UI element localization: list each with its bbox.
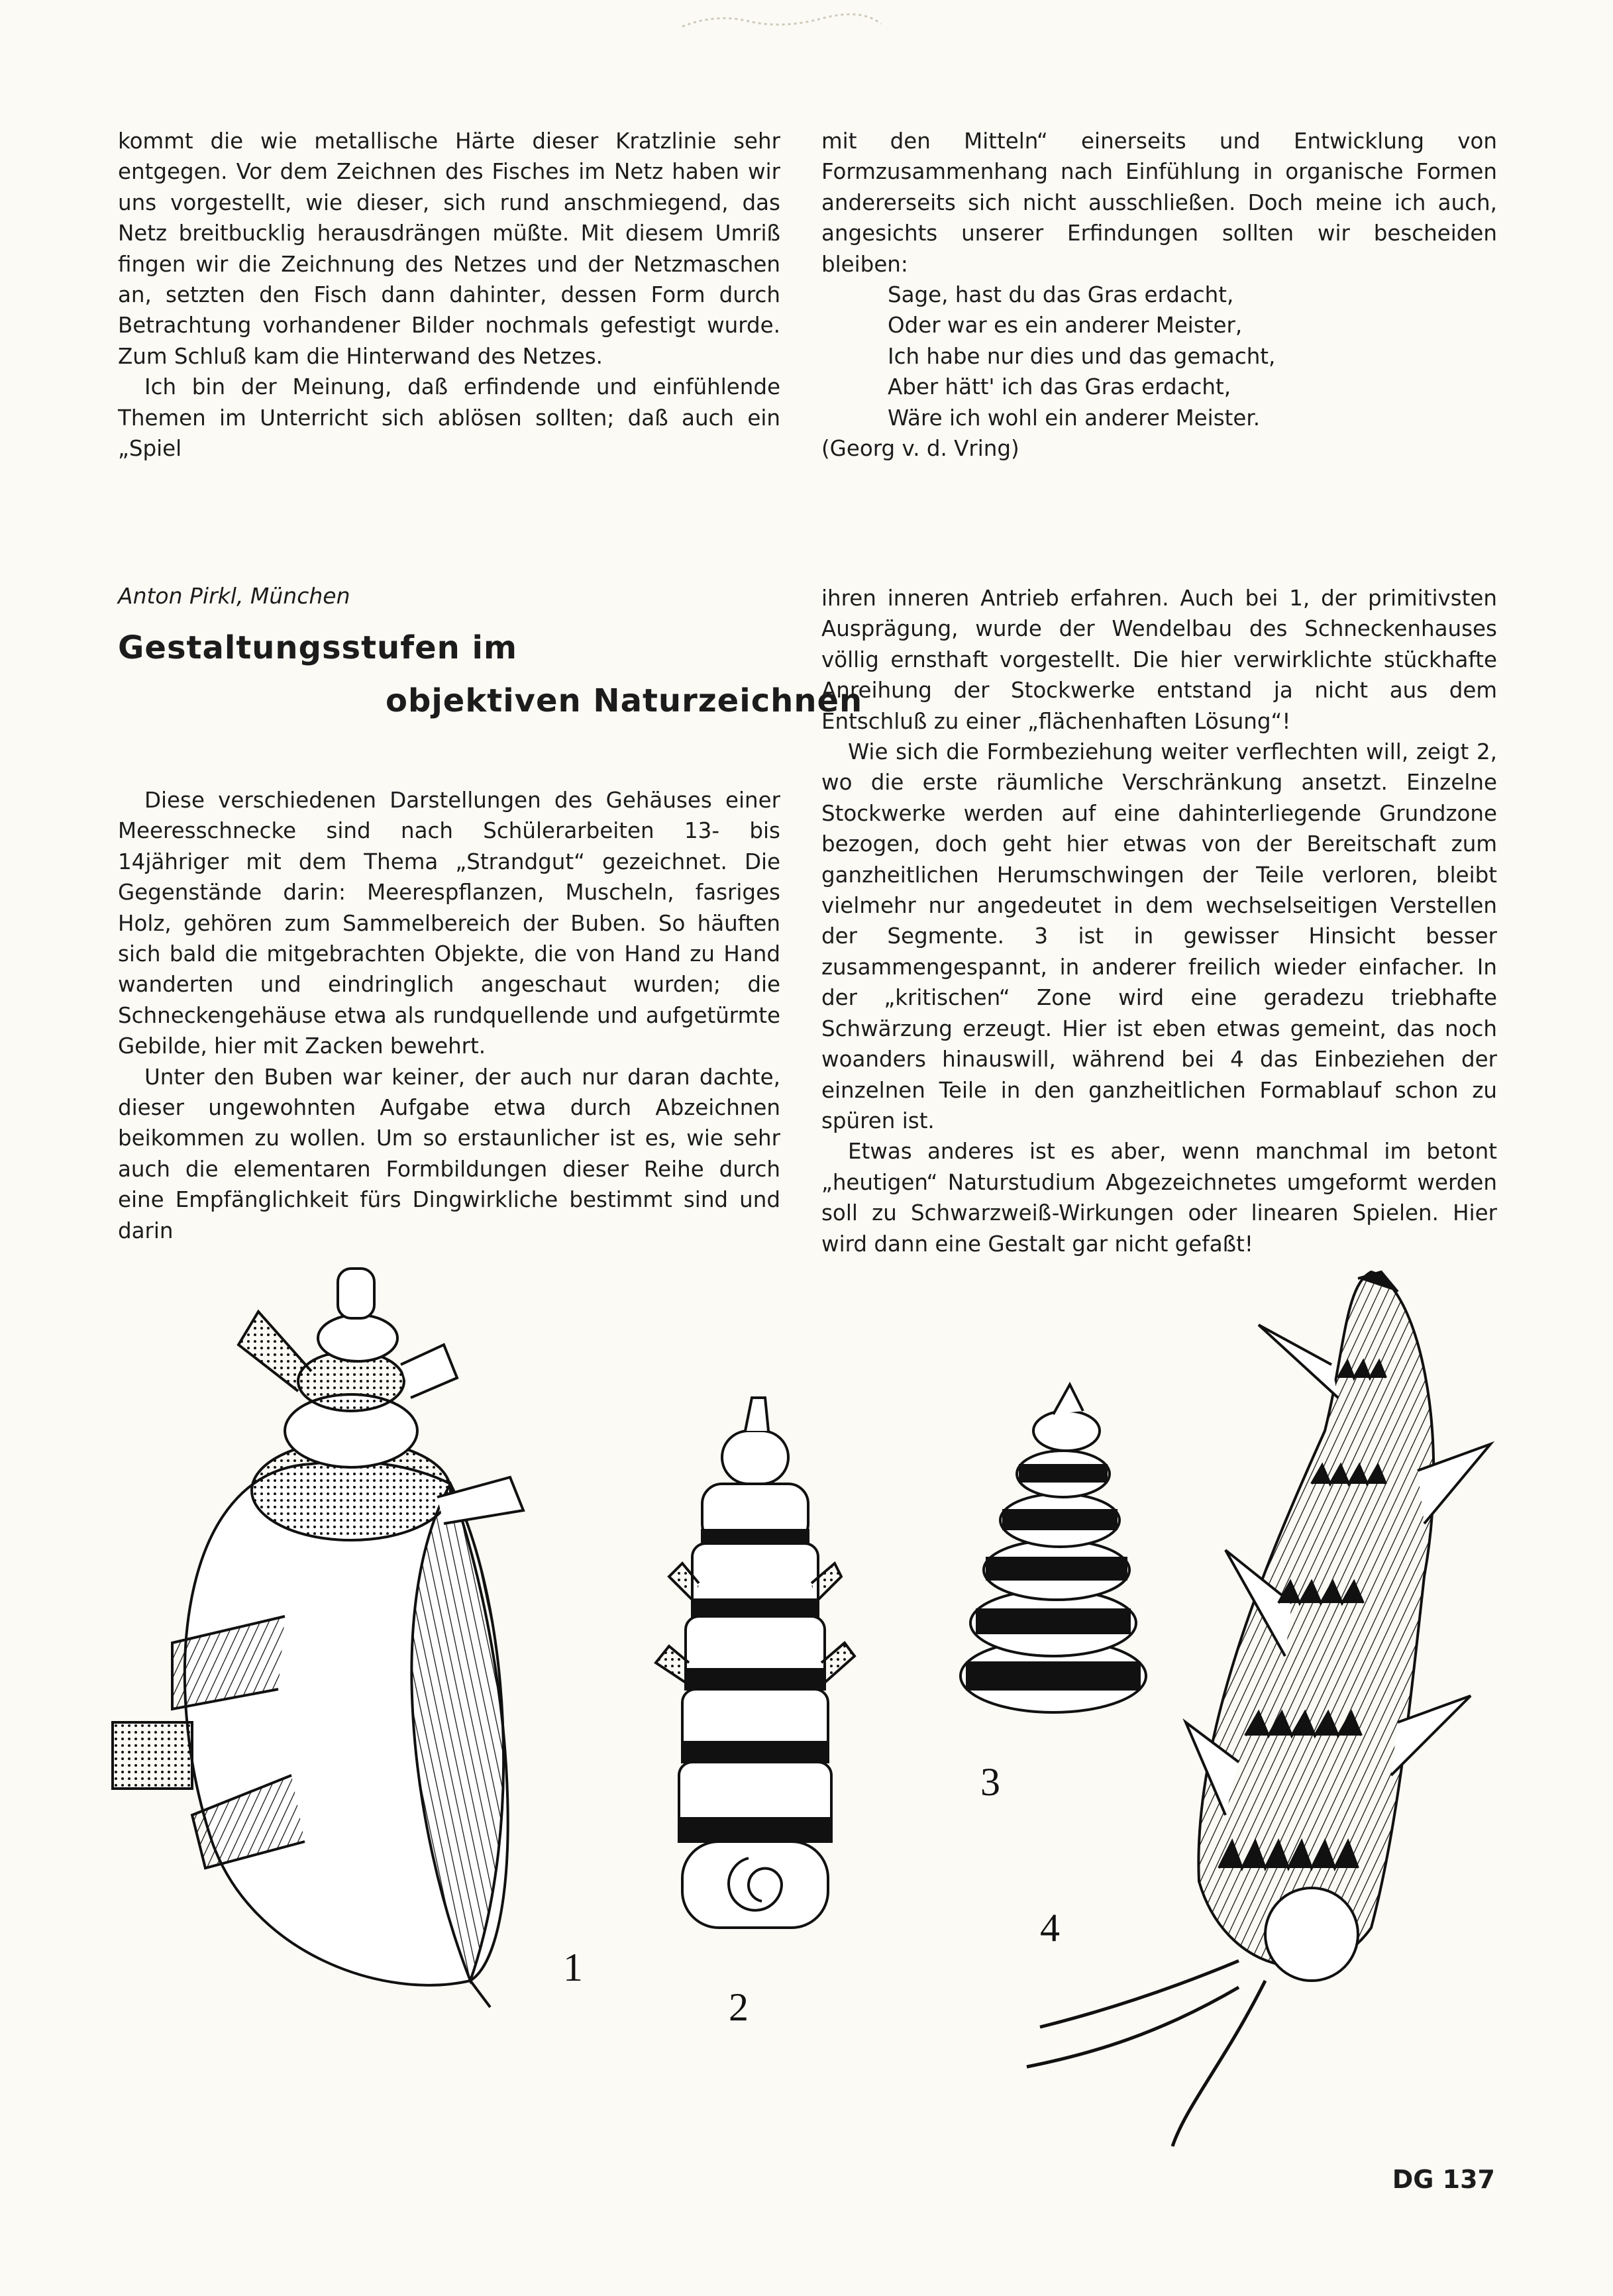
figure-label: 2 <box>729 1985 749 2029</box>
article-title-line-1: Gestaltungsstufen im <box>118 629 518 666</box>
apex <box>745 1398 768 1431</box>
poem-citation: (Georg v. d. Vring) <box>821 436 1019 462</box>
dotted-tip <box>113 1722 192 1789</box>
tail <box>1027 1961 1265 2146</box>
figure-label: 1 <box>563 1946 583 1989</box>
paragraph: Etwas anderes ist es aber, wenn manchmal im betont „heutigen“ Naturstudium Abgezeichnetes umgeformt werden soll zu Schwarzweiß-Wirkungen oder linearen Spielen. Hier wird dann eine Gestalt gar nicht gefaßt! <box>821 1139 1497 1257</box>
paragraph: mit den Mitteln“ einerseits und Entwicklung von Formzusammenhang nach Einfühlung in organische Formen andererseits sich nicht ausschließen. Doch meine ich auch, angesichts unserer Erfindungen sollten wir bescheiden bleiben: <box>821 129 1497 277</box>
paragraph: Wie sich die Formbeziehung weiter verflechten will, zeigt 2, wo die erste räumliche Verschränkung ansetzt. Einzelne Stockwerke werden auf eine dahinterliegende Grundzone bezogen, doch geht hier etwas von der Bereitschaft zum ganzheitlichen Herumschwingen der Teile verloren, bleibt vielmehr nur angedeutet in dem wechselseitigen Verstellen der Segmente. 3 ist in gewisser Hinsicht besser zusammengespannt, in anderer freilich wieder einfacher. In der „kritischen“ Zone wird eine geradezu triebhafte Schwärzung erzeugt. Hier ist eben etwas gemeint, das noch woanders hinauswill, während bei 4 das Einbeziehen der einzelnen Teile in den ganzheitlichen Formablauf schon zu spüren ist. <box>821 739 1497 1133</box>
poem-line: Sage, hast du das Gras erdacht, <box>888 282 1234 308</box>
snail-drawings <box>99 1232 1517 2160</box>
paragraph: Unter den Buben war keiner, der auch nur daran dachte, dieser ungewohnten Aufgabe etwa durch Abzeichnen beikommen zu wollen. Um so erstaunlicher ist es, wie sehr auch die elementaren Formbildungen dieser Reihe durch eine Empfänglichkeit fürs Dingwirkliche bestimmt sind und darin <box>118 1064 780 1243</box>
segment <box>338 1269 374 1318</box>
dark-band <box>977 1610 1129 1633</box>
dark-band <box>967 1663 1139 1689</box>
drawing-2 <box>656 1398 855 1928</box>
paragraph: ihren inneren Antrieb erfahren. Auch bei 1, der primitivsten Ausprägung, wurde der Wendelbau des Schneckenhauses völlig ernsthaft vorgestellt. Die hier verwirklichte stückhafte Anreihung der Stockwerke entstand ja nicht aus dem Entschluß zu einer „flächenhaften Lösung“! <box>821 586 1497 734</box>
figure-label: 4 <box>1040 1906 1060 1950</box>
dark-band <box>686 1669 825 1689</box>
author: Anton Pirkl, München <box>118 583 350 609</box>
paragraph: kommt die wie metallische Härte dieser Kratzlinie sehr entgegen. Vor dem Zeichnen des Fisches im Netz haben wir uns vorgestellt, wie dieser, sich rund anschmiegend, das Netz breitbucklig herausdrängen müßte. Mit diesem Umriß fingen wir die Zeichnung des Netzes und der Netzmaschen an, setzten den Fisch dann dahinter, dessen Form durch Betrachtung vorhandener Bilder nochmals gefestigt wurde. Zum Schluß kam die Hinterwand des Netzes. <box>118 129 780 369</box>
poem-line: Ich habe nur dies und das gemacht, <box>888 343 1276 369</box>
poem-line: Wäre ich wohl ein anderer Meister. <box>888 405 1261 431</box>
article-title-line-2: objektiven Naturzeichnen <box>386 682 863 719</box>
drawing-1 <box>113 1269 523 2007</box>
spike <box>1259 1325 1338 1398</box>
segment <box>1033 1411 1100 1451</box>
top-right-column <box>821 126 1497 464</box>
figure-label: 3 <box>980 1760 1000 1804</box>
dark-band <box>987 1558 1126 1579</box>
dark-band <box>692 1600 818 1616</box>
paragraph: Diese verschiedenen Darstellungen des Gehäuses einer Meeresschnecke sind nach Schülerarbeiten 13- bis 14jähriger mit dem Thema „Strandgut“ gezeichnet. Die Gegenstände darin: Meerespflanzen, Muscheln, fasriges Holz, gehören zum Sammelbereich der Buben. So häuften sich bald die mitgebrachten Objekte, die von Hand zu Hand wanderten und eindringlich angeschaut wurden; die Schneckengehäuse etwa als rundquellende und aufgetürmte Gebilde, hier mit Zacken bewehrt. <box>118 788 780 1059</box>
drawing-3 <box>961 1384 1146 1712</box>
dark-teeth <box>1338 1361 1386 1378</box>
page-number: 137 <box>1442 2165 1495 2194</box>
paper-stain <box>676 7 888 33</box>
poem-line: Oder war es ein anderer Meister, <box>888 313 1243 339</box>
bottom-left-column <box>118 785 780 1246</box>
dark-band <box>702 1530 808 1543</box>
paragraph: Ich bin der Meinung, daß erfindende und einfühlende Themen im Unterricht sich ablösen sollten; daß auch ein „Spiel <box>118 374 780 462</box>
dark-band <box>1020 1465 1106 1481</box>
segment <box>318 1315 397 1361</box>
dark-band <box>682 1742 828 1762</box>
footer-text: DG <box>1392 2165 1434 2194</box>
top-left-column <box>118 126 780 464</box>
poem <box>888 280 1497 433</box>
spiral-eye <box>1265 1888 1358 1981</box>
spike <box>238 1312 311 1391</box>
segment <box>682 1842 828 1928</box>
page-footer <box>1392 2165 1495 2194</box>
bottom-right-column <box>821 583 1497 1259</box>
spike <box>401 1345 457 1398</box>
spike <box>656 1646 689 1683</box>
stem <box>470 1981 490 2007</box>
dark-band <box>1004 1510 1116 1529</box>
apex <box>1053 1384 1083 1414</box>
segment <box>722 1431 788 1484</box>
poem-line: Aber hätt' ich das Gras erdacht, <box>888 374 1231 400</box>
spike <box>821 1643 855 1683</box>
dark-band <box>679 1818 831 1842</box>
